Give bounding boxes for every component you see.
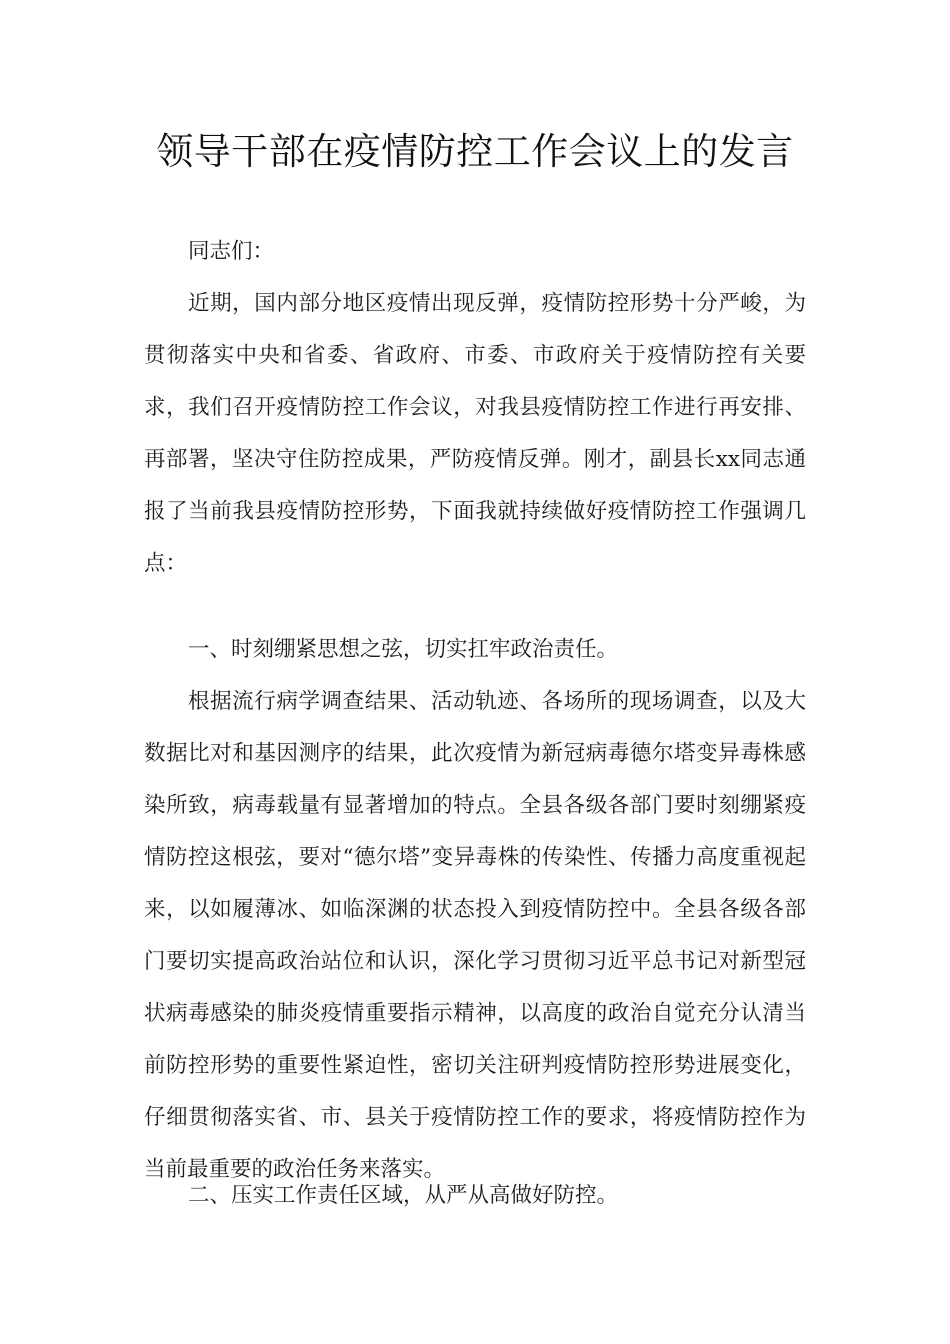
salutation: 同志们： [188, 239, 275, 264]
section-1-paragraph: 根据流行病学调查结果、活动轨迹、各场所的现场调查，以及大数据比对和基因测序的结果，此次疫情为新冠病毒德尔塔变异毒株感染所致，病毒载量有显著增加的特点。全县各级各部门要时刻绷紧疫情防控这根弦，要对“德尔塔”变异毒株的传染性、传播力高度重视起来，以如履薄冰、如临深渊的状态投入到疫情防控中。全县各级各部门要切实提高政治站位和认识，深化学习贯彻习近平总书记对新型冠状病毒感染的肺炎疫情重要指示精神，以高度的政治自觉充分认清当前防控形势的重要性紧迫性，密切关注研判疫情防控形势进展变化，仔细贯彻落实省、市、县关于疫情防控工作的要求，将疫情防控作为当前最重要的政治任务来落实。 [144, 689, 806, 1182]
section-heading-1: 一、时刻绷紧思想之弦，切实扛牢政治责任。 [188, 637, 619, 662]
intro-paragraph: 近期，国内部分地区疫情出现反弹，疫情防控形势十分严峻，为贯彻落实中央和省委、省政府、市委、市政府关于疫情防控有关要求，我们召开疫情防控工作会议，对我县疫情防控工作进行再安排、再部署，坚决守住防控成果，严防疫情反弹。刚才，副县长xx同志通报了当前我县疫情防控形势，下面我就持续做好疫情防控工作强调几点： [144, 291, 806, 576]
section-heading-2: 二、压实工作责任区域，从严从高做好防控。 [188, 1183, 619, 1208]
document-title: 领导干部在疫情防控工作会议上的发言 [156, 130, 794, 173]
